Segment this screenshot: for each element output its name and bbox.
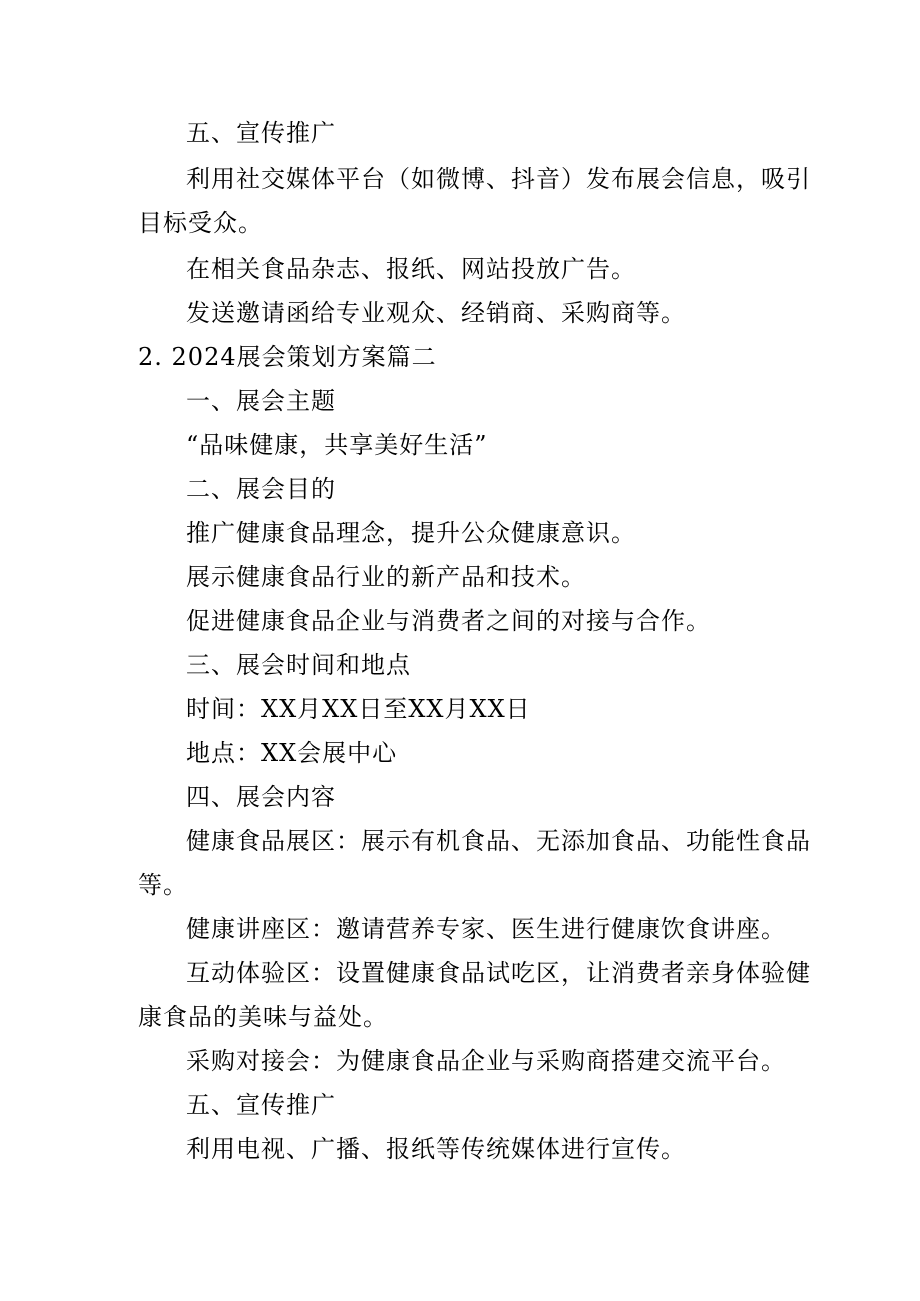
paragraph-line: 发送邀请函给专业观众、经销商、采购商等。 xyxy=(186,299,686,327)
paragraph-line: “品味健康，共享美好生活” xyxy=(186,431,488,459)
paragraph-line: 健康讲座区：邀请营养专家、医生进行健康饮食讲座。 xyxy=(186,915,786,943)
section-heading-purpose: 二、展会目的 xyxy=(186,475,336,503)
paragraph-line: 展示健康食品行业的新产品和技术。 xyxy=(186,563,586,591)
paragraph-line: 在相关食品杂志、报纸、网站投放广告。 xyxy=(186,255,636,283)
document-subtitle: 2. 2024展会策划方案篇二 xyxy=(138,343,437,371)
section-heading-content: 四、展会内容 xyxy=(186,783,336,811)
paragraph-line: 利用社交媒体平台（如微博、抖音）发布展会信息，吸引 xyxy=(186,165,811,193)
paragraph-line: 促进健康食品企业与消费者之间的对接与合作。 xyxy=(186,607,711,635)
section-heading-theme: 一、展会主题 xyxy=(186,387,336,415)
paragraph-line: 健康食品展区：展示有机食品、无添加食品、功能性食品 xyxy=(186,827,811,855)
paragraph-line: 等。 xyxy=(138,871,188,899)
paragraph-line: 互动体验区：设置健康食品试吃区，让消费者亲身体验健 xyxy=(186,959,811,987)
section-heading-promotion: 五、宣传推广 xyxy=(186,119,336,147)
section-heading-time-place: 三、展会时间和地点 xyxy=(186,651,411,679)
paragraph-line: 采购对接会：为健康食品企业与采购商搭建交流平台。 xyxy=(186,1047,786,1075)
section-heading-promotion: 五、宣传推广 xyxy=(186,1091,336,1119)
paragraph-line: 目标受众。 xyxy=(138,209,263,237)
paragraph-line: 推广健康食品理念，提升公众健康意识。 xyxy=(186,519,636,547)
paragraph-line: 利用电视、广播、报纸等传统媒体进行宣传。 xyxy=(186,1135,686,1163)
paragraph-line: 康食品的美味与益处。 xyxy=(138,1003,388,1031)
paragraph-line: 时间：XX月XX日至XX月XX日 xyxy=(186,695,531,723)
paragraph-line: 地点：XX会展中心 xyxy=(186,739,398,767)
